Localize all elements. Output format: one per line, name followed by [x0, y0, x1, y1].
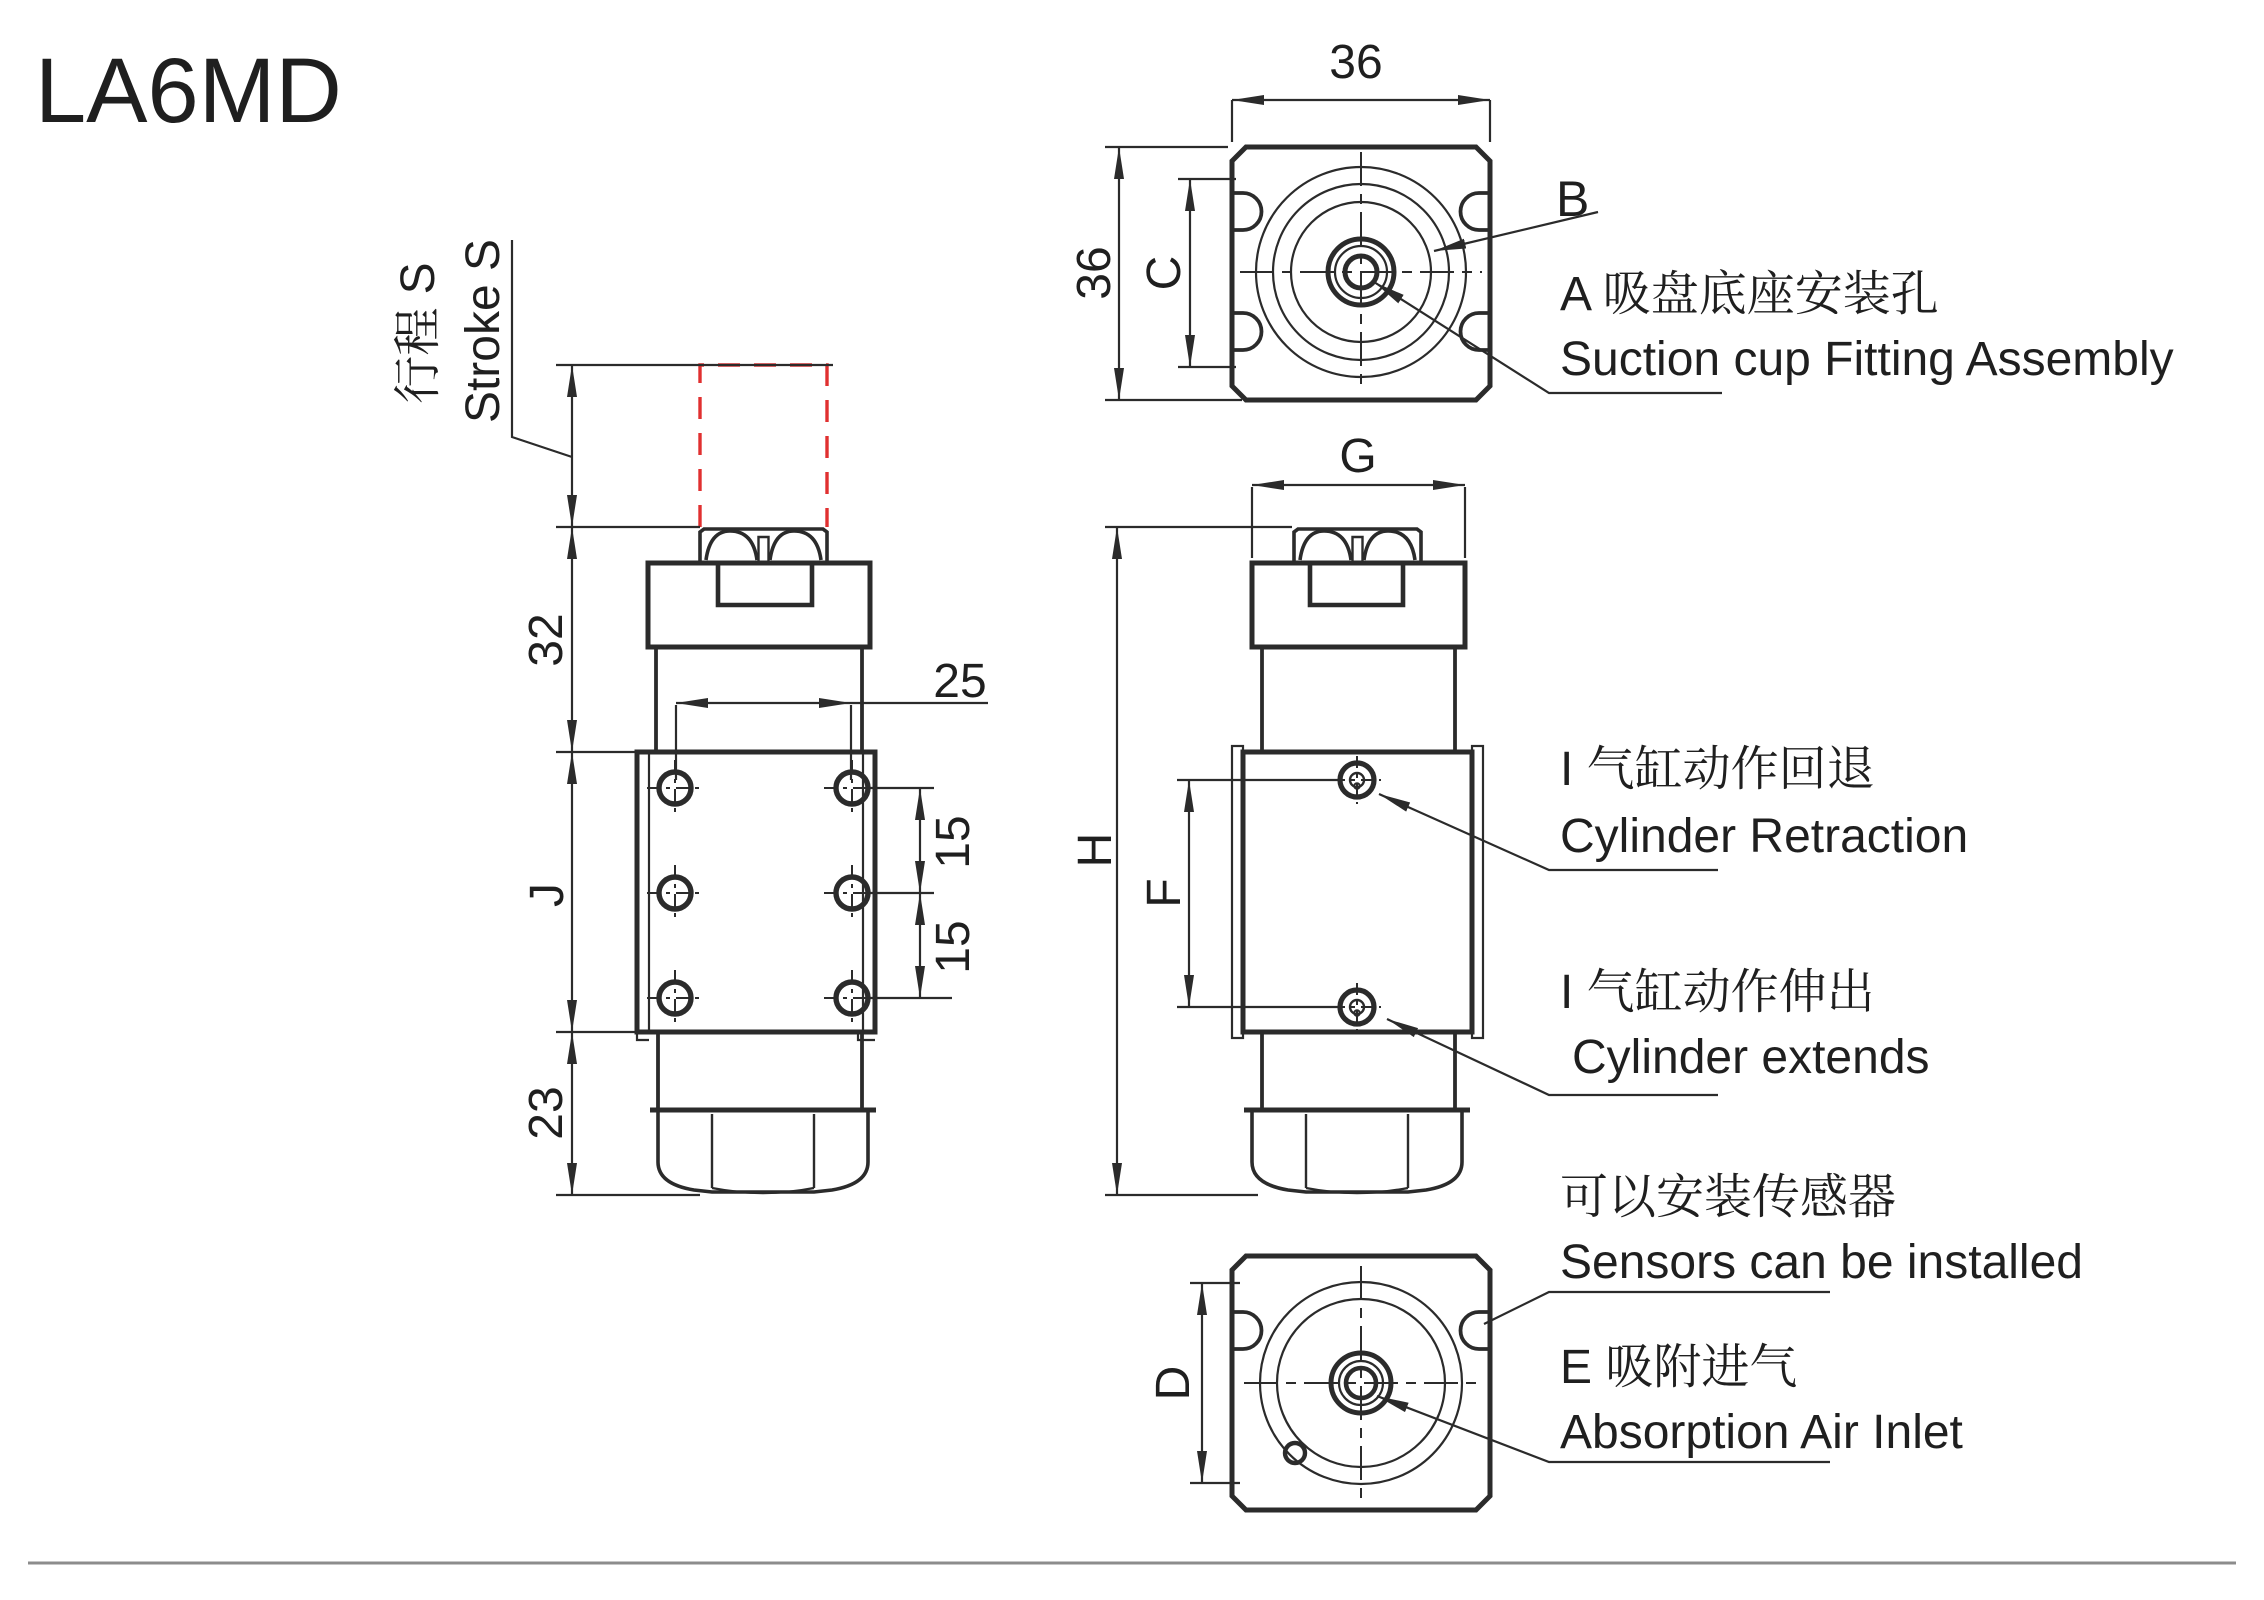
dim-15-lower: 15: [927, 920, 980, 974]
flange-notch: [718, 564, 812, 605]
neck: [656, 647, 862, 752]
side-flange-notch: [1310, 564, 1403, 605]
annotation-sensor-en: Sensors can be installed: [1560, 1236, 2083, 1289]
side-hex-nut: [1294, 529, 1421, 563]
dim-H: H: [1069, 832, 1122, 868]
port-extend: [1333, 983, 1381, 1031]
annotation-extend-en: Cylinder extends: [1572, 1031, 1930, 1084]
leader-sensors: [1484, 1292, 1830, 1324]
dim-F: F: [1138, 878, 1191, 908]
annotation-retract-en: Cylinder Retraction: [1560, 810, 1969, 863]
stroke-label-leader: [512, 240, 572, 457]
dim-36-top: 36: [1329, 36, 1383, 89]
label-B: B: [1556, 171, 1590, 227]
annotation-retract-zh: I 气缸动作回退: [1560, 743, 1875, 796]
annotation-inlet-zh: E 吸附进气: [1560, 1341, 1798, 1394]
rod-hex-nut: [700, 529, 827, 563]
bottom-hex-fitting: [658, 1110, 868, 1193]
side-lower-neck: [1262, 1032, 1455, 1110]
dim-C: C: [1138, 255, 1191, 291]
side-neck: [1262, 647, 1455, 752]
port-retract: [1333, 756, 1381, 804]
annotation-inlet-en: Absorption Air Inlet: [1560, 1406, 1963, 1459]
page-title: LA6MD: [35, 40, 342, 142]
lower-neck: [658, 1032, 862, 1110]
annotation-suction-en: Suction cup Fitting Assembly: [1560, 333, 2174, 386]
dim-32: 32: [520, 613, 573, 667]
dim-25: 25: [933, 655, 987, 708]
annotation-texts: [1560, 268, 2174, 1459]
dim-15-upper: 15: [927, 815, 980, 869]
stroke-label-zh: 行程 S: [392, 262, 445, 404]
dim-J: J: [521, 883, 574, 907]
bottom-view-centerlines: [1244, 1266, 1478, 1500]
dim-D: D: [1147, 1365, 1200, 1401]
annotation-sensor-zh: 可以安装传感器: [1560, 1171, 1897, 1224]
annotation-suction-zh: A 吸盘底座安装孔: [1560, 268, 1939, 321]
dim-G: G: [1339, 430, 1377, 483]
dim-23: 23: [520, 1086, 573, 1140]
annotation-extend-zh: I 气缸动作伸出: [1560, 966, 1875, 1019]
front-view: [392, 239, 988, 1195]
side-bottom-hex: [1252, 1110, 1462, 1193]
stroke-label-en: Stroke S: [457, 238, 510, 424]
dim-36-left: 36: [1068, 246, 1121, 300]
stroke-extended-rod-dashed: [700, 365, 827, 527]
top-view-centerlines: [1240, 152, 1482, 392]
